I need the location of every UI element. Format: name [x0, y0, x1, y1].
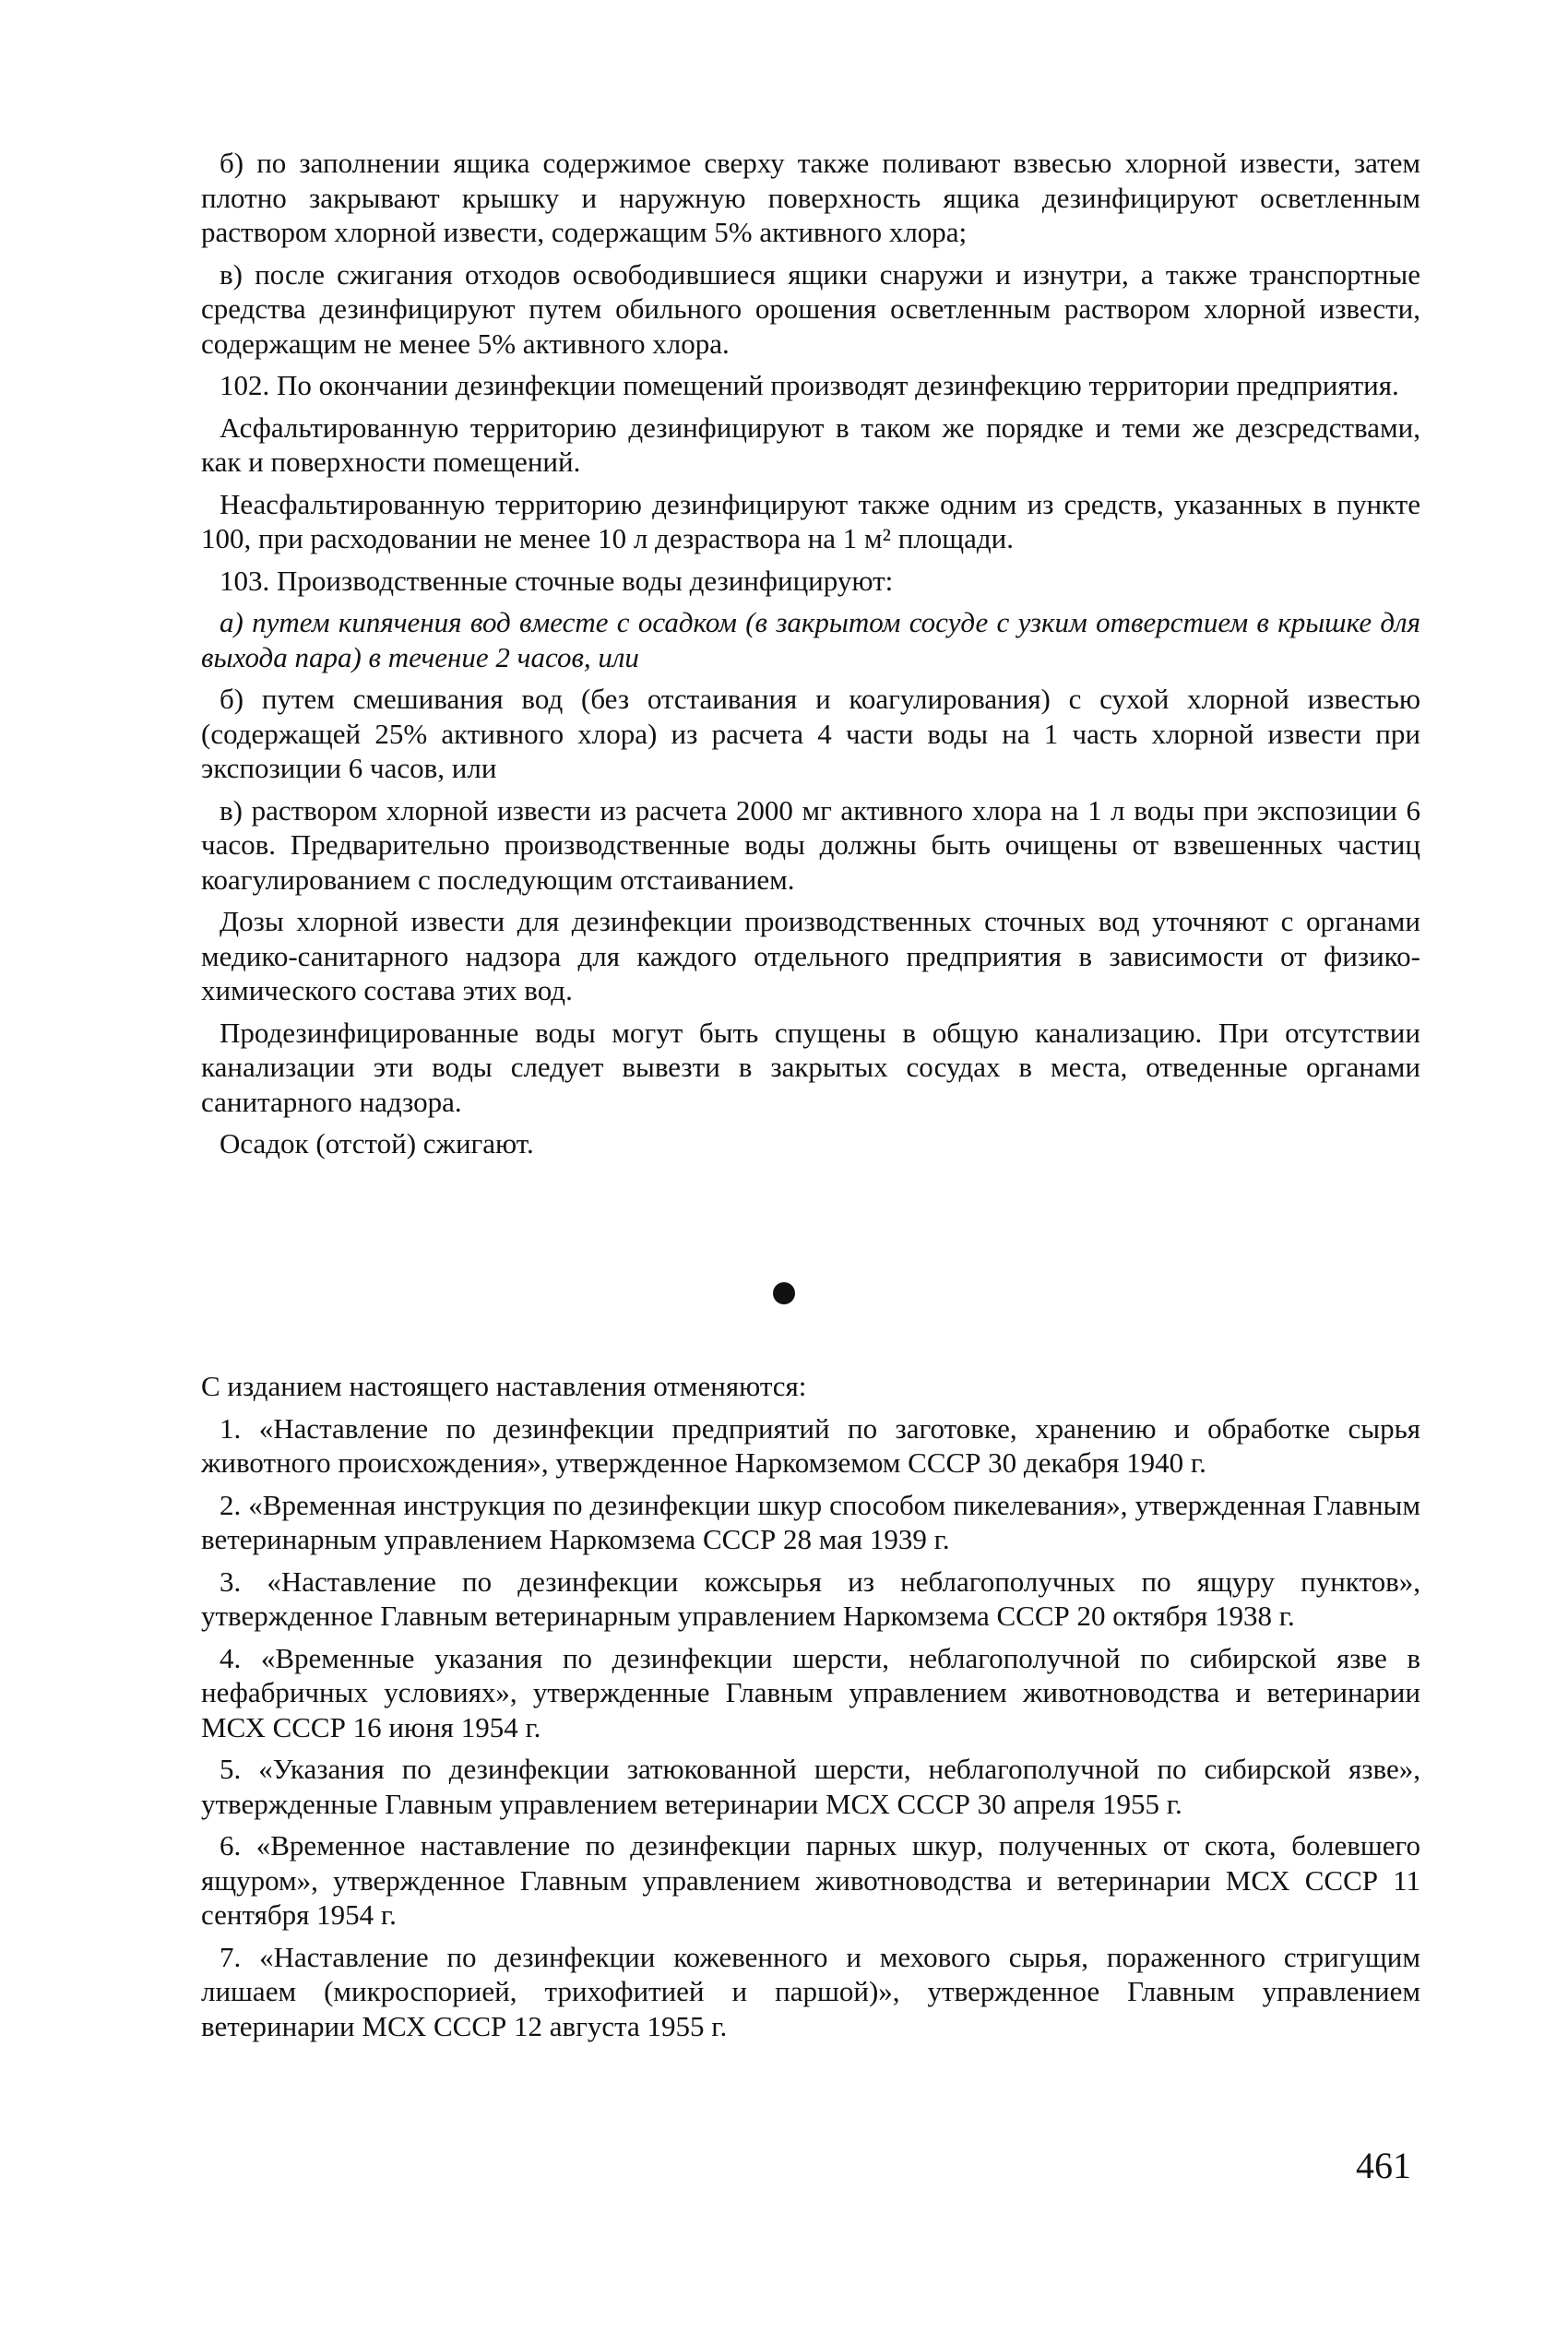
list-item: 3. «Наставление по дезинфекции кожсырья из неблагополучных по ящуру пунктов», утвержденное Главным ветеринарным управлением Наркомзема СССР 20 октября 1938 г.	[201, 1565, 1420, 1632]
list-item: 7. «Наставление по дезинфекции кожевенного и мехового сырья, пораженного стригущим лишаем (микроспорией, трихофитией и паршой)», утвержденное Главным управлением ветеринарии МСХ СССР 12 августа 1955 г.	[201, 1940, 1420, 2042]
bullet-dot-icon	[773, 1282, 795, 1304]
list-item: 5. «Указания по дезинфекции затюкованной шерсти, неблагополучной по сибирской язве», утвержденные Главным управлением ветеринарии МСХ СССР 30 апреля 1955 г.	[201, 1753, 1420, 1820]
paragraph: б) путем смешивания вод (без отстаивания и коагулирования) с сухой хлорной известью (содержащей 25% активного хлора) из расчета 4 части воды на 1 часть хлорной извести при экспозиции 6 часов, или	[201, 683, 1420, 784]
italic-segment: а) путем кипячения вод вместе с осадком (в закрытом сосуде с узким отверстием в крышке для выхода пара) в течение 2 часов, или	[201, 606, 1420, 673]
document-body-part1	[201, 146, 1420, 1169]
list-item: 2. «Временная инструкция по дезинфекции шкур способом пикелевания», утвержденная Главным ветеринарным управлением Наркомзема СССР 28 мая 1939 г.	[201, 1488, 1420, 1555]
paragraph: Продезинфицированные воды могут быть спущены в общую канализацию. При отсутствии канализации эти воды следует вывезти в закрытых сосудах в места, отведенные органами санитарного надзора.	[201, 1016, 1420, 1118]
paragraph	[201, 605, 1420, 674]
paragraph: Дозы хлорной извести для дезинфекции производственных сточных вод уточняют с органами медико-санитарного надзора для каждого отдельного предприятия в зависимости от физико-химического состава этих вод.	[201, 905, 1420, 1006]
paragraph: Осадок (отстой) сжигают.	[220, 1127, 534, 1160]
paragraph: б) по заполнении ящика содержимое сверху также поливают взвесью хлорной извести, затем плотно закрывают крышку и наружную поверхность ящика дезинфицируют осветленным раствором хлорной извести, содержащим 5% активного хлора;	[201, 147, 1420, 248]
document-body-part2	[201, 1369, 1420, 2051]
paragraph: в) после сжигания отходов освободившиеся ящики снаружи и изнутри, а также транспортные средства дезинфицируют путем обильного орошения осветленным раствором хлорной извести, содержащим не менее 5% активного хлора.	[201, 257, 1420, 360]
page-number: 461	[1356, 2145, 1411, 2186]
paragraph: Асфальтированную территорию дезинфицируют в таком же порядке и теми же дезсредствами, как и поверхности помещений.	[201, 410, 1420, 478]
paragraph: 102. По окончании дезинфекции помещений производят дезинфекцию территории предприятия.	[220, 369, 1399, 401]
list-heading: С изданием настоящего наставления отменяются:	[201, 1370, 807, 1402]
paragraph: Неасфальтированную территорию дезинфицируют также одним из средств, указанных в пункте 100, при расходовании не менее 10 л дезраствора на 1 м² площади.	[201, 487, 1420, 554]
list-item: 4. «Временные указания по дезинфекции шерсти, неблагополучной по сибирской язве в нефабричных условиях», утвержденные Главным управлением животноводства и ветеринарии МСХ СССР 16 июня 1954 г.	[201, 1641, 1420, 1743]
paragraph: в) раствором хлорной извести из расчета 2000 мг активного хлора на 1 л воды при экспозиции 6 часов. Предварительно производственные воды должны быть очищены от взвешенных частиц коагулированием с последующим отстаиванием.	[201, 793, 1420, 896]
paragraph: 103. Производственные сточные воды дезинфицируют:	[220, 564, 894, 597]
section-separator	[773, 1282, 795, 1304]
list-item: 1. «Наставление по дезинфекции предприятий по заготовке, хранению и обработке сырья животного происхождения», утвержденное Наркомземом СССР 30 декабря 1940 г.	[201, 1411, 1420, 1479]
list-item: 6. «Временное наставление по дезинфекции парных шкур, полученных от скота, болевшего ящуром», утвержденное Главным управлением животноводства и ветеринарии МСХ СССР 11 сентября 1954 г.	[201, 1829, 1420, 1931]
